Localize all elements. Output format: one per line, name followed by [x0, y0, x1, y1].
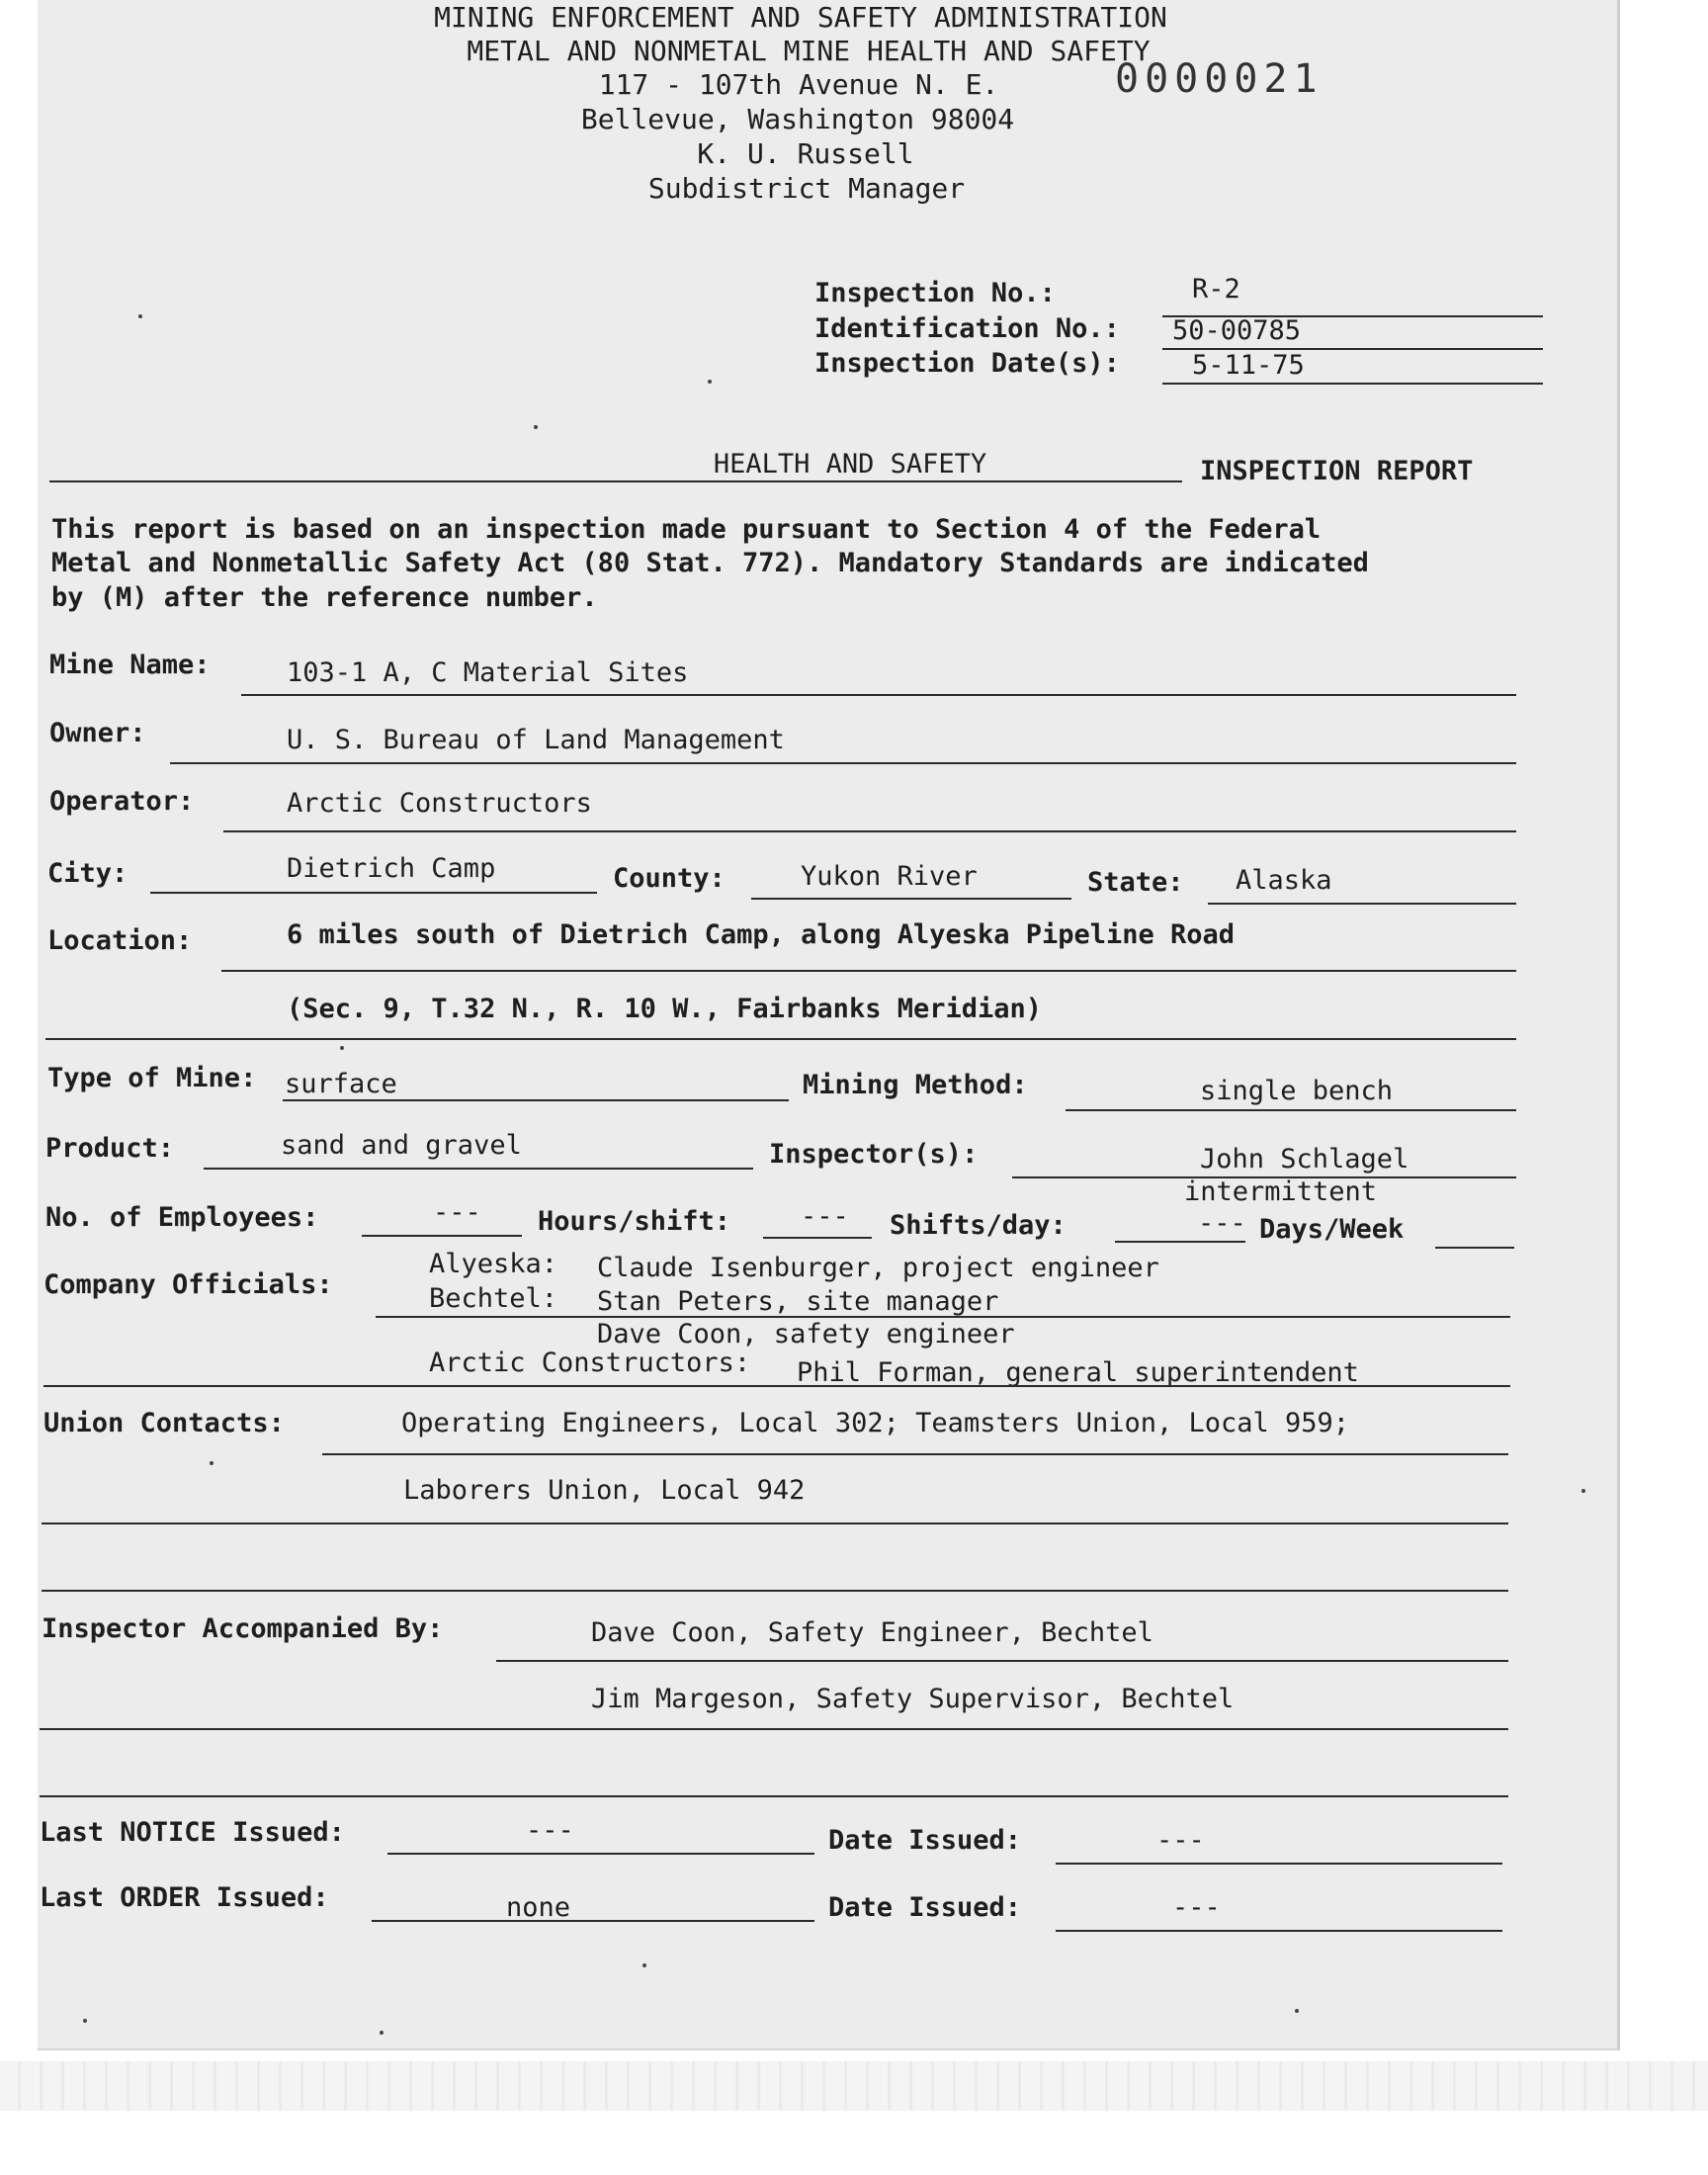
days-per-week-line	[1435, 1247, 1514, 1249]
header-division: METAL AND NONMETAL MINE HEALTH AND SAFETY	[467, 35, 1151, 67]
last-notice-line	[387, 1853, 814, 1855]
scan-speck	[380, 2031, 384, 2035]
header-street: 117 - 107th Avenue N. E.	[598, 68, 999, 101]
shifts-value: ---	[1198, 1208, 1246, 1239]
last-order-line	[372, 1920, 814, 1922]
owner-line	[170, 762, 1516, 764]
employees-value: ---	[433, 1197, 481, 1228]
hours-value: ---	[801, 1201, 849, 1232]
bechtel-person-2: Dave Coon, safety engineer	[597, 1319, 1015, 1349]
union-contacts-label: Union Contacts:	[43, 1408, 285, 1438]
county-value: Yukon River	[801, 861, 978, 892]
last-order-label: Last ORDER Issued:	[40, 1882, 329, 1913]
owner-label: Owner:	[49, 718, 146, 748]
hours-label: Hours/shift:	[538, 1206, 731, 1237]
scan-speck	[1581, 1489, 1585, 1493]
accompanied-by-line-2-rule	[40, 1728, 1508, 1730]
inspection-date-value: 5-11-75	[1192, 350, 1305, 381]
location-line-1-rule	[221, 970, 1516, 972]
inspection-number-label: Inspection No.:	[814, 278, 1056, 308]
last-order-date-label: Date Issued:	[828, 1892, 1022, 1923]
mining-method-label: Mining Method:	[803, 1070, 1028, 1100]
operator-value: Arctic Constructors	[287, 788, 592, 819]
state-value: Alaska	[1236, 865, 1332, 896]
identification-number-label: Identification No.:	[814, 313, 1120, 344]
county-label: County:	[613, 863, 726, 894]
scan-speck	[210, 1461, 214, 1465]
arctic-person: Phil Forman, general superintendent	[797, 1357, 1359, 1388]
employees-line	[362, 1235, 522, 1237]
city-label: City:	[47, 858, 128, 889]
accompanied-by-line-3-rule	[40, 1795, 1508, 1797]
shifts-note: intermittent	[1184, 1176, 1378, 1207]
bechtel-person-1: Stan Peters, site manager	[597, 1286, 999, 1317]
mining-method-line	[1066, 1109, 1516, 1111]
scan-speck	[138, 314, 142, 318]
arctic-org: Arctic Constructors:	[429, 1348, 751, 1378]
inspectors-label: Inspector(s):	[769, 1139, 979, 1170]
location-label: Location:	[47, 925, 193, 956]
last-notice-label: Last NOTICE Issued:	[40, 1817, 345, 1848]
intro-line-3: by (M) after the reference number.	[51, 582, 598, 613]
alyeska-person: Claude Isenburger, project engineer	[597, 1253, 1159, 1283]
employees-label: No. of Employees:	[45, 1202, 319, 1233]
intro-line-1: This report is based on an inspection made pursuant to Section 4 of the Federal	[51, 514, 1322, 545]
accompanied-by-label: Inspector Accompanied By:	[42, 1613, 444, 1644]
document-number-stamp: 0000021	[1115, 56, 1324, 102]
mine-name-label: Mine Name:	[49, 650, 211, 680]
report-title-left: HEALTH AND SAFETY	[713, 449, 987, 479]
days-per-week-label: Days/Week	[1259, 1214, 1405, 1245]
scan-speck	[1295, 2009, 1299, 2013]
inspection-date-line	[1162, 383, 1543, 385]
product-line	[204, 1168, 753, 1170]
scan-speck	[340, 1046, 344, 1050]
intro-line-2: Metal and Nonmetallic Safety Act (80 Stat. 772). Mandatory Standards are indicated	[51, 548, 1369, 578]
alyeska-org: Alyeska:	[429, 1249, 558, 1279]
product-label: Product:	[45, 1133, 175, 1164]
header-manager-title: Subdistrict Manager	[647, 172, 966, 205]
identification-number-value: 50-00785	[1172, 315, 1302, 346]
type-of-mine-label: Type of Mine:	[47, 1063, 257, 1093]
union-contacts-line-1: Operating Engineers, Local 302; Teamsters Union, Local 959;	[401, 1408, 1350, 1438]
accompanied-by-line-1: Dave Coon, Safety Engineer, Bechtel	[591, 1617, 1153, 1648]
company-officials-label: Company Officials:	[43, 1269, 333, 1300]
state-line	[1208, 903, 1516, 905]
type-of-mine-line	[283, 1099, 789, 1101]
report-title-line	[49, 480, 1182, 482]
product-value: sand and gravel	[281, 1130, 522, 1161]
location-line-2-rule	[45, 1038, 1516, 1040]
last-notice-value: ---	[526, 1815, 574, 1846]
shifts-line	[1115, 1241, 1245, 1243]
last-notice-date-label: Date Issued:	[828, 1825, 1022, 1856]
location-line-2: (Sec. 9, T.32 N., R. 10 W., Fairbanks Meridian)	[287, 994, 1043, 1024]
inspection-date-label: Inspection Date(s):	[814, 348, 1120, 379]
hours-line	[763, 1237, 872, 1239]
scan-speck	[534, 425, 538, 429]
header-city: Bellevue, Washington 98004	[580, 103, 1015, 135]
type-of-mine-value: surface	[285, 1069, 397, 1099]
union-contacts-line-3-rule	[42, 1590, 1508, 1592]
union-contacts-line-1-rule	[322, 1453, 1508, 1455]
union-contacts-line-2: Laborers Union, Local 942	[403, 1475, 806, 1506]
operator-line	[223, 830, 1516, 832]
city-line	[150, 892, 597, 894]
header-manager-name: K. U. Russell	[697, 137, 914, 170]
company-officials-line-2	[43, 1385, 1510, 1387]
owner-value: U. S. Bureau of Land Management	[287, 725, 785, 755]
last-notice-date-value: ---	[1156, 1825, 1205, 1856]
last-notice-date-line	[1056, 1863, 1502, 1865]
last-order-date-value: ---	[1172, 1892, 1221, 1923]
accompanied-by-line-2: Jim Margeson, Safety Supervisor, Bechtel	[591, 1684, 1235, 1714]
scan-speck	[83, 2019, 87, 2023]
bechtel-org: Bechtel:	[429, 1283, 558, 1314]
accompanied-by-line-1-rule	[496, 1660, 1508, 1662]
inspectors-value: John Schlagel	[1200, 1144, 1409, 1174]
last-order-value: none	[506, 1892, 571, 1923]
mine-name-line	[241, 694, 1516, 696]
inspection-number-value: R-2	[1192, 274, 1240, 304]
city-value: Dietrich Camp	[287, 853, 496, 884]
state-label: State:	[1087, 867, 1184, 898]
county-line	[751, 898, 1071, 900]
mining-method-value: single bench	[1200, 1076, 1394, 1106]
location-line-1: 6 miles south of Dietrich Camp, along Alyeska Pipeline Road	[287, 919, 1236, 950]
scan-speck	[708, 380, 712, 384]
operator-label: Operator:	[49, 786, 195, 817]
report-title-right: INSPECTION REPORT	[1200, 456, 1474, 486]
shifts-label: Shifts/day:	[890, 1210, 1067, 1241]
mine-name-value: 103-1 A, C Material Sites	[287, 657, 689, 688]
last-order-date-line	[1056, 1930, 1502, 1932]
header-agency: MINING ENFORCEMENT AND SAFETY ADMINISTRATION	[434, 1, 1167, 34]
company-officials-line-1	[376, 1316, 1510, 1318]
scan-edge-strip	[0, 2061, 1708, 2111]
scan-speck	[642, 1963, 646, 1967]
union-contacts-line-2-rule	[42, 1522, 1508, 1524]
